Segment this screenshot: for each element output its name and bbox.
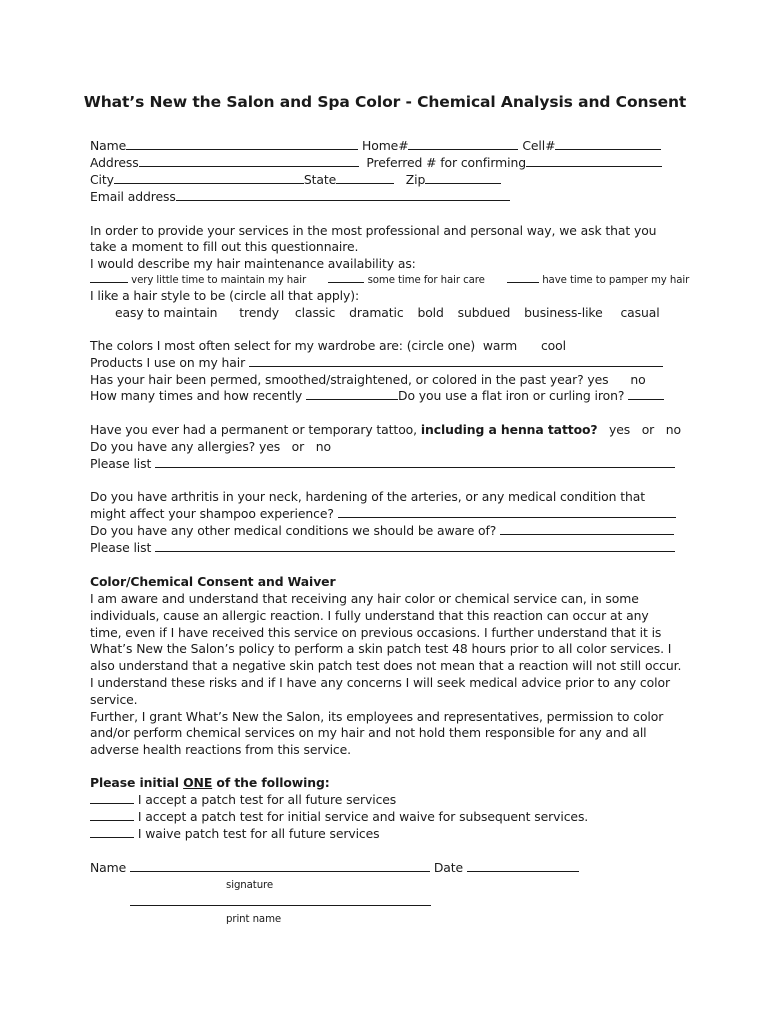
maintenance-some-label: some time for hair care <box>367 275 485 286</box>
initial-option-row <box>90 825 380 842</box>
consent-heading: Color/Chemical Consent and Waiver <box>90 574 336 589</box>
home-phone-field[interactable] <box>408 138 518 150</box>
permed-no-option[interactable]: no <box>630 372 646 387</box>
color-cool-option[interactable]: cool <box>540 338 566 353</box>
consent-paragraph-line: time, even if I have received this service on previous occasions. I further understand that it is <box>90 625 662 640</box>
maintenance-pamper-blank[interactable] <box>507 271 539 283</box>
tattoo-no-option[interactable]: no <box>665 422 681 437</box>
maintenance-pamper-label: have time to pamper my hair <box>542 275 690 286</box>
signature-name-label: Name <box>90 860 127 875</box>
address-field[interactable] <box>139 155 359 167</box>
date-field[interactable] <box>467 860 579 872</box>
initial-blank[interactable] <box>90 826 134 838</box>
tattoo-or-text: or <box>641 422 655 437</box>
other-conditions-question: Do you have any other medical conditions we should be aware of? <box>90 523 497 538</box>
consent-paragraph-line: What’s New the Salon’s policy to perform a skin patch test 48 hours prior to all color services. I <box>90 641 672 656</box>
permed-yes-option[interactable]: yes <box>587 372 609 387</box>
intro-line-1: In order to provide your services in the most professional and personal way, we ask that you <box>90 223 657 238</box>
date-label: Date <box>433 860 464 875</box>
address-label: Address <box>90 155 139 170</box>
home-label: Home# <box>362 138 409 153</box>
initial-heading-post: of the following: <box>216 775 330 790</box>
preferred-number-field[interactable] <box>526 155 662 167</box>
maintenance-little-blank[interactable] <box>90 271 128 283</box>
initial-heading-pre: Please initial <box>90 775 179 790</box>
allergies-yes-option[interactable]: yes <box>259 439 281 454</box>
times-question: How many times and how recently <box>90 388 303 403</box>
permed-question: Has your hair been permed, smoothed/straightened, or colored in the past year? <box>90 372 584 387</box>
style-option[interactable]: bold <box>417 305 444 320</box>
initial-heading-one: ONE <box>183 775 213 790</box>
consent-paragraph-line: and/or perform chemical services on my hair and not hold them responsible for any and all <box>90 725 647 740</box>
tattoo-row <box>90 421 681 438</box>
consent-paragraph-line: Further, I grant What’s New the Salon, its employees and representatives, permission to color <box>90 709 664 724</box>
initial-option-row <box>90 791 396 808</box>
conditions-list-row <box>90 539 675 556</box>
consent-paragraph-line: I understand these risks and if I have any concerns I will seek medical advice prior to any color <box>90 675 670 690</box>
initial-option-label: I accept a patch test for initial service and waive for subsequent services. <box>137 809 589 824</box>
form-title: What’s New the Salon and Spa Color - Chemical Analysis and Consent <box>83 93 687 111</box>
intro-line-2: take a moment to fill out this questionnaire. <box>90 239 359 254</box>
consent-paragraph-line: service. <box>90 692 138 707</box>
arthritis-row <box>90 505 676 522</box>
times-field[interactable] <box>306 388 398 400</box>
flat-iron-field[interactable] <box>628 388 664 400</box>
allergies-list-field[interactable] <box>155 456 675 468</box>
consent-paragraph-line: also understand that a negative skin patch test does not mean that a reaction will not still occur. <box>90 658 682 673</box>
cell-label: Cell# <box>522 138 556 153</box>
print-name-caption: print name <box>226 914 282 925</box>
consent-paragraph-line: I am aware and understand that receiving any hair color or chemical service can, in some <box>90 591 639 606</box>
colors-row <box>90 337 566 354</box>
contact-row-2 <box>90 154 662 171</box>
consent-paragraph-line: adverse health reactions from this service. <box>90 742 352 757</box>
allergies-list-label: Please list <box>90 456 152 471</box>
style-question: I like a hair style to be (circle all that apply): <box>90 288 360 303</box>
initial-option-label: I accept a patch test for all future services <box>137 792 397 807</box>
permed-row <box>90 371 646 388</box>
signature-caption: signature <box>226 880 274 891</box>
preferred-label: Preferred # for confirming <box>366 155 527 170</box>
style-option[interactable]: business-like <box>524 305 603 320</box>
contact-row-3 <box>90 171 501 188</box>
arthritis-question: might affect your shampoo experience? <box>90 506 334 521</box>
colors-question: The colors I most often select for my wardrobe are: (circle one) <box>90 338 476 353</box>
tattoo-yes-option[interactable]: yes <box>609 422 631 437</box>
arthritis-field[interactable] <box>338 506 676 518</box>
consent-paragraph-line: individuals, cause an allergic reaction. I fully understand that this reaction can occur at any <box>90 608 649 623</box>
zip-field[interactable] <box>425 172 501 184</box>
products-label: Products I use on my hair <box>90 355 246 370</box>
maintenance-little-label: very little time to maintain my hair <box>131 275 307 286</box>
print-name-field[interactable] <box>130 905 431 906</box>
zip-label: Zip <box>405 172 426 187</box>
products-field[interactable] <box>249 355 663 367</box>
henna-emphasis: including a henna tattoo? <box>420 422 598 437</box>
initial-blank[interactable] <box>90 809 134 821</box>
other-conditions-field[interactable] <box>500 523 674 535</box>
city-field[interactable] <box>114 172 304 184</box>
contact-row-1 <box>90 137 661 154</box>
products-row <box>90 354 663 371</box>
style-option[interactable]: subdued <box>457 305 511 320</box>
initial-option-row <box>90 808 588 825</box>
contact-row-4 <box>90 188 510 205</box>
state-label: State <box>303 172 337 187</box>
style-options <box>115 304 660 321</box>
conditions-list-field[interactable] <box>155 540 675 552</box>
maintenance-some-blank[interactable] <box>328 271 364 283</box>
name-field[interactable] <box>126 138 358 150</box>
signature-field[interactable] <box>130 860 430 872</box>
conditions-list-label: Please list <box>90 540 152 555</box>
style-option[interactable]: dramatic <box>349 305 404 320</box>
allergies-or-text: or <box>291 439 305 454</box>
cell-phone-field[interactable] <box>555 138 661 150</box>
color-warm-option[interactable]: warm <box>482 338 518 353</box>
flat-iron-question: Do you use a flat iron or curling iron? <box>398 388 625 403</box>
times-row <box>90 387 664 404</box>
email-field[interactable] <box>176 189 510 201</box>
city-label: City <box>90 172 114 187</box>
style-option[interactable]: easy to maintain <box>115 305 218 320</box>
initial-blank[interactable] <box>90 792 134 804</box>
signature-row <box>90 859 579 876</box>
allergies-list-row <box>90 455 675 472</box>
state-field[interactable] <box>336 172 394 184</box>
allergies-no-option[interactable]: no <box>315 439 331 454</box>
style-option[interactable]: trendy <box>239 305 280 320</box>
arthritis-line-1: Do you have arthritis in your neck, hardening of the arteries, or any medical condition that <box>90 489 645 504</box>
maintenance-question: I would describe my hair maintenance availability as: <box>90 256 416 271</box>
allergies-question: Do you have any allergies? <box>90 439 256 454</box>
tattoo-question: Have you ever had a permanent or temporary tattoo, <box>90 422 417 437</box>
style-option[interactable]: casual <box>620 305 660 320</box>
initial-heading <box>90 774 330 791</box>
style-option[interactable]: classic <box>294 305 336 320</box>
initial-option-label: I waive patch test for all future services <box>137 826 380 841</box>
name-label: Name <box>90 138 127 153</box>
email-label: Email address <box>90 189 176 204</box>
other-conditions-row <box>90 522 674 539</box>
allergies-row <box>90 438 331 455</box>
